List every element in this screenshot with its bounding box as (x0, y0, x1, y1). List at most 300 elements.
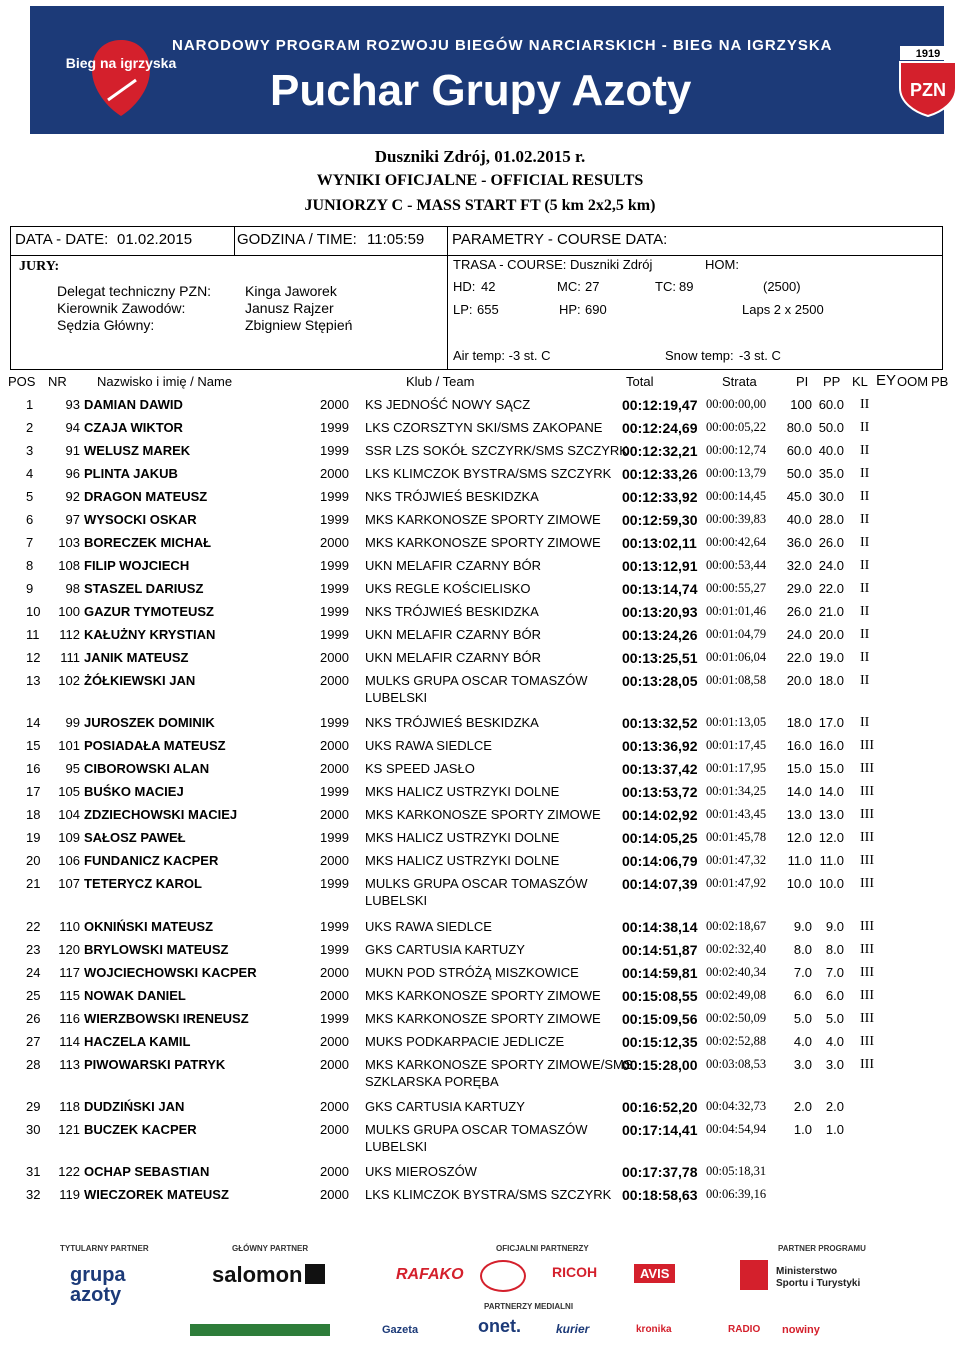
lp-value: 655 (477, 302, 499, 317)
result-pi: 10.0 (786, 876, 812, 891)
result-gap: 00:05:18,31 (706, 1164, 767, 1178)
result-year: 1999 (320, 604, 349, 619)
result-pos: 15 (26, 738, 41, 753)
result-gap: 00:01:17,95 (706, 761, 767, 775)
rafako-logo: RAFAKO (396, 1266, 464, 1283)
result-pp: 21.0 (818, 604, 844, 619)
jury-role-1: Delegat techniczny PZN: (57, 283, 212, 299)
result-club: UKN MELAFIR CZARNY BÓR (365, 558, 542, 573)
result-name: BUŚKO MACIEJ (84, 784, 184, 799)
race-info-box (10, 226, 943, 370)
result-name: ZDZIECHOWSKI MACIEJ (84, 807, 238, 822)
result-pi: 36.0 (786, 535, 812, 550)
result-pi: 7.0 (793, 965, 812, 980)
table-row (0, 578, 960, 601)
result-bib: 104 (58, 807, 80, 822)
result-bib: 119 (59, 1187, 80, 1202)
result-gap: 00:01:43,45 (706, 807, 767, 821)
result-year: 1999 (320, 1011, 349, 1026)
result-class: II (860, 466, 870, 481)
jury-role-2: Kierownik Zawodów: (57, 300, 186, 316)
category-title: JUNIORZY C - MASS START FT (5 km 2x2,5 km) (304, 197, 656, 214)
result-pi: 50.0 (786, 466, 812, 481)
result-total: 00:13:12,91 (622, 558, 698, 574)
result-gap: 00:03:08,53 (706, 1057, 767, 1071)
result-bib: 93 (65, 397, 80, 412)
pzn-year: 1919 (915, 48, 941, 60)
result-pos: 25 (26, 988, 41, 1003)
table-row (0, 532, 960, 555)
col-strata: Strata (722, 374, 757, 389)
result-name: ŻÓŁKIEWSKI JAN (84, 673, 196, 688)
col-total: Total (626, 374, 654, 389)
kurier-logo: kurier (556, 1322, 590, 1336)
result-total: 00:15:12,35 (622, 1034, 698, 1050)
result-gap: 00:01:17,45 (706, 738, 767, 752)
result-class: II (860, 420, 870, 435)
time-label: GODZINA / TIME: (237, 231, 357, 248)
result-class: III (860, 853, 874, 868)
table-row (0, 1161, 960, 1184)
result-pp: 20.0 (818, 627, 844, 642)
result-pp: 8.0 (825, 942, 844, 957)
result-year: 2000 (320, 466, 349, 481)
result-name: OCHAP SEBASTIAN (84, 1164, 210, 1179)
col-pp: PP (823, 374, 841, 389)
result-total: 00:14:59,81 (622, 965, 698, 981)
result-gap: 00:00:13,79 (706, 466, 767, 480)
result-gap: 00:04:32,73 (706, 1099, 767, 1113)
result-bib: 108 (58, 558, 80, 573)
table-row (0, 509, 960, 532)
result-name: PLINTA JAKUB (84, 466, 178, 481)
result-pi: 11.0 (787, 853, 812, 868)
result-gap: 00:02:52,88 (706, 1034, 767, 1048)
result-year: 2000 (320, 988, 349, 1003)
table-row (0, 758, 960, 781)
course-trasa: TRASA - COURSE: Duszniki Zdrój (453, 257, 653, 272)
date-label: DATA - DATE: (15, 231, 109, 248)
result-year: 2000 (320, 853, 349, 868)
sponsor-label-program: PARTNER PROGRAMU (778, 1244, 866, 1253)
result-name: WOJCIECHOWSKI KACPER (84, 965, 257, 980)
mc-value: 27 (585, 279, 600, 294)
result-club: MUKS PODKARPACIE JEDLICZE (365, 1034, 565, 1049)
result-pp: 15.0 (818, 761, 844, 776)
salomon-icon (305, 1264, 325, 1284)
result-pp: 16.0 (818, 738, 844, 753)
ministry-line1: Ministerstwo (776, 1266, 838, 1277)
result-class: II (860, 489, 870, 504)
kronika-logo: kronika (636, 1324, 672, 1335)
result-pos: 27 (26, 1034, 41, 1049)
result-name: CIBOROWSKI ALAN (84, 761, 210, 776)
result-pos: 7 (26, 535, 34, 550)
result-total: 00:12:32,21 (622, 443, 698, 459)
result-class: II (860, 581, 870, 596)
result-class: II (860, 535, 870, 550)
result-name: FILIP WOJCIECH (84, 558, 190, 573)
result-total: 00:14:06,79 (622, 853, 698, 869)
ministry-line2: Sportu i Turystyki (776, 1278, 861, 1289)
result-year: 2000 (320, 650, 349, 665)
result-club: NKS TRÓJWIEŚ BESKIDZKA (365, 604, 539, 619)
result-bib: 109 (58, 830, 80, 845)
result-name: WYSOCKI OSKAR (84, 512, 197, 527)
result-club: LKS KLIMCZOK BYSTRA/SMS SZCZYRK (365, 1187, 612, 1202)
result-club: MKS KARKONOSZE SPORTY ZIMOWE/SMS (365, 1057, 633, 1072)
result-gap: 00:01:06,04 (706, 650, 767, 664)
result-club: KS JEDNOŚĆ NOWY SĄCZ (365, 397, 531, 412)
result-class: II (860, 715, 870, 730)
result-pp: 60.0 (818, 397, 844, 412)
result-pp: 24.0 (818, 558, 844, 573)
result-year: 2000 (320, 1164, 349, 1179)
result-total: 00:13:28,05 (622, 673, 698, 689)
result-pi: 9.0 (793, 919, 812, 934)
table-row (0, 417, 960, 440)
result-club: UKS RAWA SIEDLCE (365, 738, 492, 753)
result-pos: 28 (26, 1057, 41, 1072)
result-pos: 1 (26, 397, 34, 412)
result-total: 00:13:32,52 (622, 715, 698, 731)
result-gap: 00:00:42,64 (706, 535, 767, 549)
result-total: 00:14:02,92 (622, 807, 698, 823)
result-year: 1999 (320, 715, 349, 730)
jury-name-3: Zbigniew Stępień (245, 317, 353, 333)
result-name: HACZELA KAMIL (84, 1034, 191, 1049)
azoty-text: azoty (70, 1284, 122, 1306)
result-gap: 00:00:05,22 (706, 420, 767, 434)
grupa-text: grupa (70, 1264, 126, 1286)
result-name: CZAJA WIKTOR (84, 420, 183, 435)
result-club: UKS REGLE KOŚCIELISKO (365, 581, 531, 596)
result-year: 1999 (320, 420, 349, 435)
result-club: MKS HALICZ USTRZYKI DOLNE (365, 784, 560, 799)
result-pi: 29.0 (786, 581, 812, 596)
result-pos: 23 (26, 942, 41, 957)
result-pp: 5.0 (825, 1011, 844, 1026)
program-title: NARODOWY PROGRAM ROZWOJU BIEGÓW NARCIARSKICH - BIEG NA IGRZYSKA (172, 37, 833, 54)
result-gap: 00:02:50,09 (706, 1011, 767, 1025)
table-row (0, 1031, 960, 1054)
result-total: 00:18:58,63 (622, 1187, 698, 1203)
result-pos: 26 (26, 1011, 41, 1026)
result-pos: 9 (26, 581, 34, 596)
result-year: 2000 (320, 397, 349, 412)
result-class: II (860, 627, 870, 642)
table-row (0, 670, 960, 705)
result-pi: 12.0 (786, 830, 812, 845)
jury-name-2: Janusz Rajzer (245, 300, 334, 316)
result-total: 00:16:52,20 (622, 1099, 698, 1115)
result-pp: 13.0 (818, 807, 844, 822)
result-class: II (860, 673, 870, 688)
result-pp: 19.0 (818, 650, 844, 665)
result-pi: 15.0 (786, 761, 812, 776)
result-total: 00:17:14,41 (622, 1122, 698, 1138)
result-total: 00:12:24,69 (622, 420, 698, 436)
result-club: MKS HALICZ USTRZYKI DOLNE (365, 853, 560, 868)
hp-label: HP: (559, 302, 581, 317)
sponsor-label-media: PARTNERZY MEDIALNI (484, 1302, 574, 1311)
result-name: PIWOWARSKI PATRYK (84, 1057, 226, 1072)
result-pi: 4.0 (793, 1034, 812, 1049)
result-year: 1999 (320, 830, 349, 845)
result-club: NKS TRÓJWIEŚ BESKIDZKA (365, 489, 539, 504)
table-row (0, 827, 960, 850)
result-year: 1999 (320, 919, 349, 934)
result-total: 00:15:08,55 (622, 988, 698, 1004)
result-total: 00:13:53,72 (622, 784, 698, 800)
result-year: 1999 (320, 512, 349, 527)
table-row (0, 916, 960, 939)
result-bib: 116 (59, 1011, 80, 1026)
result-bib: 101 (58, 738, 80, 753)
table-row (0, 1096, 960, 1119)
result-bib: 98 (65, 581, 80, 596)
result-class: II (860, 558, 870, 573)
result-class: III (860, 784, 874, 799)
pbg-icon (480, 1260, 526, 1292)
result-class: III (860, 738, 874, 753)
result-name: DUDZIŃSKI JAN (84, 1099, 185, 1114)
result-bib: 122 (58, 1164, 80, 1179)
nowiny-logo: nowiny (782, 1324, 820, 1336)
result-bib: 120 (58, 942, 80, 957)
result-pi: 20.0 (786, 673, 812, 688)
result-name: POSIADAŁA MATEUSZ (84, 738, 226, 753)
result-gap: 00:04:54,94 (706, 1122, 767, 1136)
table-row (0, 486, 960, 509)
date-value: 01.02.2015 (117, 231, 193, 248)
logo-left-text: Bieg na igrzyska (65, 55, 177, 71)
result-class: III (860, 761, 874, 776)
result-bib: 91 (65, 443, 80, 458)
result-pos: 11 (26, 627, 40, 642)
result-pp: 18.0 (818, 673, 844, 688)
hp-value: 690 (585, 302, 607, 317)
hd-label: HD: (453, 279, 476, 294)
result-year: 1999 (320, 942, 349, 957)
result-year: 2000 (320, 1057, 349, 1072)
result-name: WELUSZ MAREK (84, 443, 191, 458)
result-year: 2000 (320, 673, 349, 688)
result-year: 1999 (320, 876, 349, 891)
result-total: 00:12:33,92 (622, 489, 698, 505)
result-gap: 00:00:12,74 (706, 443, 767, 457)
jury-name-1: Kinga Jaworek (245, 283, 337, 299)
sponsor-label-title: TYTULARNY PARTNER (60, 1244, 149, 1253)
result-pi: 14.0 (786, 784, 812, 799)
result-total: 00:13:20,93 (622, 604, 698, 620)
result-gap: 00:01:34,25 (706, 784, 767, 798)
result-bib: 118 (59, 1099, 80, 1114)
result-name: BORECZEK MICHAŁ (84, 535, 212, 550)
table-row (0, 1008, 960, 1031)
sponsor-label-official: OFICJALNI PARTNERZY (496, 1244, 589, 1253)
result-class: II (860, 443, 870, 458)
result-bib: 100 (58, 604, 80, 619)
result-club-line2: LUBELSKI (365, 1139, 428, 1154)
result-club: MKS KARKONOSZE SPORTY ZIMOWE (365, 988, 601, 1003)
result-bib: 112 (59, 627, 80, 642)
result-class: III (860, 876, 874, 891)
hd-value: 42 (481, 279, 496, 294)
result-total: 00:13:14,74 (622, 581, 698, 597)
result-club: MKS KARKONOSZE SPORTY ZIMOWE (365, 535, 601, 550)
col-oom: OOM (897, 374, 929, 389)
result-pi: 100 (790, 397, 812, 412)
result-year: 1999 (320, 443, 349, 458)
result-pp: 11.0 (819, 853, 844, 868)
result-club: LKS KLIMCZOK BYSTRA/SMS SZCZYRK (365, 466, 612, 481)
result-pp: 35.0 (818, 466, 844, 481)
result-bib: 117 (59, 965, 80, 980)
result-class: II (860, 512, 870, 527)
result-pos: 10 (26, 604, 41, 619)
ministry-emblem-icon (740, 1260, 768, 1290)
result-year: 1999 (320, 784, 349, 799)
result-club: MULKS GRUPA OSCAR TOMASZÓW (365, 876, 588, 891)
result-class: III (860, 942, 874, 957)
result-year: 1999 (320, 558, 349, 573)
result-pp: 50.0 (818, 420, 844, 435)
result-club-line2: LUBELSKI (365, 893, 428, 908)
salomon-logo: salomon (212, 1262, 303, 1287)
result-pos: 32 (26, 1187, 41, 1202)
result-name: FUNDANICZ KACPER (84, 853, 219, 868)
result-gap: 00:01:47,32 (706, 853, 767, 867)
snow-temp-label: Snow temp: (665, 348, 734, 363)
result-total: 00:14:05,25 (622, 830, 698, 846)
result-name: GAZUR TYMOTEUSZ (84, 604, 214, 619)
result-name: JUROSZEK DOMINIK (84, 715, 215, 730)
grupa-azoty-logo (64, 1262, 144, 1310)
result-pi: 60.0 (786, 443, 812, 458)
result-bib: 103 (58, 535, 80, 550)
cup-title: Puchar Grupy Azoty (270, 66, 692, 115)
col-nr: NR (48, 374, 67, 389)
result-pos: 12 (26, 650, 41, 665)
result-pi: 2.0 (793, 1099, 812, 1114)
result-bib: 95 (65, 761, 80, 776)
result-club-line2: LUBELSKI (365, 690, 428, 705)
result-class: III (860, 988, 874, 1003)
result-pp: 3.0 (825, 1057, 844, 1072)
result-year: 1999 (320, 581, 349, 596)
result-name: STASZEL DARIUSZ (84, 581, 204, 596)
result-gap: 00:00:00,00 (706, 397, 767, 411)
result-pi: 40.0 (786, 512, 812, 527)
result-total: 00:14:51,87 (622, 942, 698, 958)
result-bib: 99 (65, 715, 80, 730)
result-class: III (860, 807, 874, 822)
result-gap: 00:02:40,34 (706, 965, 767, 979)
result-pos: 17 (26, 784, 41, 799)
result-pi: 32.0 (786, 558, 812, 573)
result-pi: 18.0 (786, 715, 812, 730)
table-row (0, 939, 960, 962)
result-club: MKS HALICZ USTRZYKI DOLNE (365, 830, 560, 845)
result-bib: 105 (58, 784, 80, 799)
result-pos: 20 (26, 853, 41, 868)
result-pi: 1.0 (793, 1122, 812, 1137)
result-total: 00:15:09,56 (622, 1011, 698, 1027)
result-pp: 28.0 (818, 512, 844, 527)
result-pp: 17.0 (818, 715, 844, 730)
result-club: MUKN POD STRÓŻĄ MISZKOWICE (365, 965, 579, 980)
jury-role-3: Sędzia Główny: (57, 317, 155, 333)
result-pp: 4.0 (825, 1034, 844, 1049)
result-year: 2000 (320, 965, 349, 980)
result-name: SAŁOSZ PAWEŁ (84, 830, 186, 845)
result-name: JANIK MATEUSZ (84, 650, 189, 665)
course-distance: (2500) (763, 279, 801, 294)
result-class: III (860, 919, 874, 934)
result-pi: 3.0 (793, 1057, 812, 1072)
result-pp: 7.0 (825, 965, 844, 980)
result-bib: 114 (59, 1034, 80, 1049)
result-club: LKS CZORSZTYN SKI/SMS ZAKOPANE (365, 420, 603, 435)
result-total: 00:13:02,11 (622, 535, 697, 551)
result-club: GKS CARTUSIA KARTUZY (365, 1099, 525, 1114)
result-bib: 111 (60, 650, 80, 665)
result-club: MULKS GRUPA OSCAR TOMASZÓW (365, 1122, 588, 1137)
result-name: NOWAK DANIEL (84, 988, 186, 1003)
table-row (0, 781, 960, 804)
result-gap: 00:00:39,83 (706, 512, 767, 526)
result-total: 00:12:59,30 (622, 512, 698, 528)
result-club-line2: SZKLARSKA PORĘBA (365, 1074, 499, 1089)
result-bib: 110 (59, 919, 80, 934)
result-gap: 00:01:01,46 (706, 604, 767, 618)
result-year: 2000 (320, 738, 349, 753)
result-year: 2000 (320, 1099, 349, 1114)
result-class: II (860, 650, 870, 665)
result-bib: 94 (65, 420, 80, 435)
table-row (0, 647, 960, 670)
col-kl: KL (852, 374, 868, 389)
result-bib: 107 (58, 876, 80, 891)
ricoh-logo: RICOH (552, 1264, 598, 1280)
tc-value: 89 (679, 279, 694, 294)
col-pos: POS (8, 374, 36, 389)
result-pos: 13 (26, 673, 41, 688)
bieg-na-igrzyska-logo (65, 38, 177, 118)
table-row (0, 394, 960, 417)
result-gap: 00:01:08,58 (706, 673, 767, 687)
result-total: 00:15:28,00 (622, 1057, 698, 1073)
result-class: III (860, 830, 874, 845)
result-pi: 80.0 (786, 420, 812, 435)
result-pos: 18 (26, 807, 41, 822)
result-pos: 5 (26, 489, 34, 504)
tvp-logos-strip (190, 1324, 330, 1336)
col-name: Nazwisko i imię / Name (97, 374, 233, 389)
result-name: TETERYCZ KAROL (84, 876, 202, 891)
result-class: III (860, 1034, 874, 1049)
col-ey: EY (876, 372, 897, 389)
result-name: DRAGON MATEUSZ (84, 489, 208, 504)
result-bib: 106 (58, 853, 80, 868)
sponsor-label-main: GŁÓWNY PARTNER (232, 1244, 309, 1253)
result-pi: 24.0 (786, 627, 812, 642)
result-total: 00:17:37,78 (622, 1164, 698, 1180)
course-hom: HOM: (705, 257, 739, 272)
result-bib: 113 (59, 1057, 80, 1072)
result-club: GKS CARTUSIA KARTUZY (365, 942, 525, 957)
